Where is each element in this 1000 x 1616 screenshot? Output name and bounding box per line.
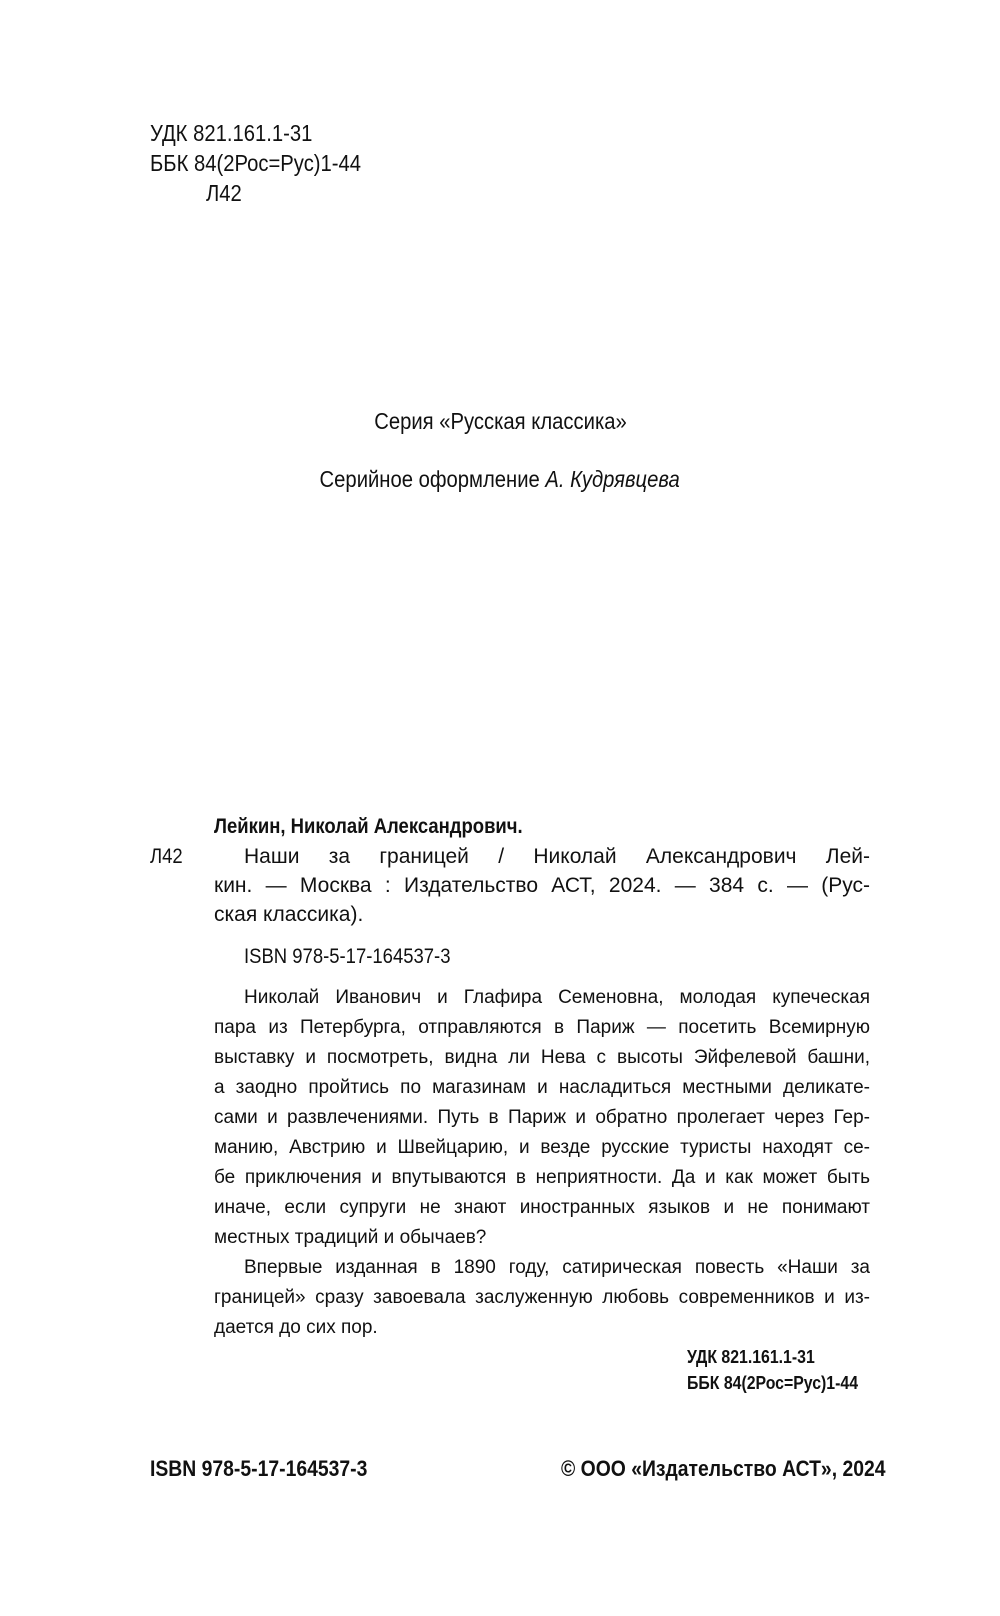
record-description-line: кин. — Москва : Издательство АСТ, 2024. — 384 с. — (Рус- bbox=[214, 874, 870, 897]
footer-isbn: ISBN 978-5-17-164537-3 bbox=[150, 1456, 368, 1481]
record-author-mark: Л42 bbox=[150, 845, 183, 868]
annotation-line: сами и развлечениями. Путь в Париж и обратно пролегает через Гер- bbox=[214, 1107, 870, 1128]
udk-code: УДК 821.161.1-31 bbox=[150, 120, 313, 146]
author-mark: Л42 bbox=[206, 180, 242, 206]
annotation-line: пара из Петербурга, отправляются в Париж — посетить Всемирную bbox=[214, 1017, 870, 1038]
bbk-code-bottom: ББК 84(2Рос=Рус)1-44 bbox=[687, 1373, 859, 1393]
series-design-prefix: Серийное оформление bbox=[319, 466, 541, 492]
annotation-line: выставку и посмотреть, видна ли Нева с высоты Эйфелевой башни, bbox=[214, 1047, 870, 1068]
record-isbn: ISBN 978-5-17-164537-3 bbox=[244, 945, 451, 968]
series-line: Серия «Русская классика» bbox=[373, 408, 627, 434]
bbk-code: ББК 84(2Рос=Рус)1-44 bbox=[150, 150, 362, 176]
annotation-line: дается до сих пор. bbox=[214, 1317, 378, 1338]
record-description-line: ская классика). bbox=[214, 903, 364, 926]
record-description-line: Наши за границей / Николай Александрович Лей- bbox=[244, 845, 870, 868]
annotation-line: а заодно пройтись по магазинам и насладиться местными деликате- bbox=[214, 1077, 870, 1098]
series-design bbox=[0, 466, 1000, 493]
annotation-line: Впервые изданная в 1890 году, сатирическая повесть «Наши за bbox=[244, 1257, 870, 1278]
annotation-line: бе приключения и впутываются в неприятности. Да и как может быть bbox=[214, 1167, 870, 1188]
annotation-line: Николай Иванович и Глафира Семеновна, молодая купеческая bbox=[244, 987, 870, 1008]
annotation-line: манию, Австрию и Швейцарию, и везде русские туристы находят се- bbox=[214, 1137, 870, 1158]
annotation-line: местных традиций и обычаев? bbox=[214, 1227, 487, 1248]
annotation-line: иначе, если супруги не знают иностранных языков и не понимают bbox=[214, 1197, 870, 1218]
series-designer: А. Кудрявцева bbox=[545, 466, 681, 492]
footer-copyright: © ООО «Издательство АСТ», 2024 bbox=[561, 1456, 886, 1481]
record-author: Лейкин, Николай Александрович. bbox=[214, 815, 523, 838]
annotation-line: границей» сразу завоевала заслуженную любовь современников и из- bbox=[214, 1287, 870, 1308]
udk-code-bottom: УДК 821.161.1-31 bbox=[687, 1347, 815, 1367]
